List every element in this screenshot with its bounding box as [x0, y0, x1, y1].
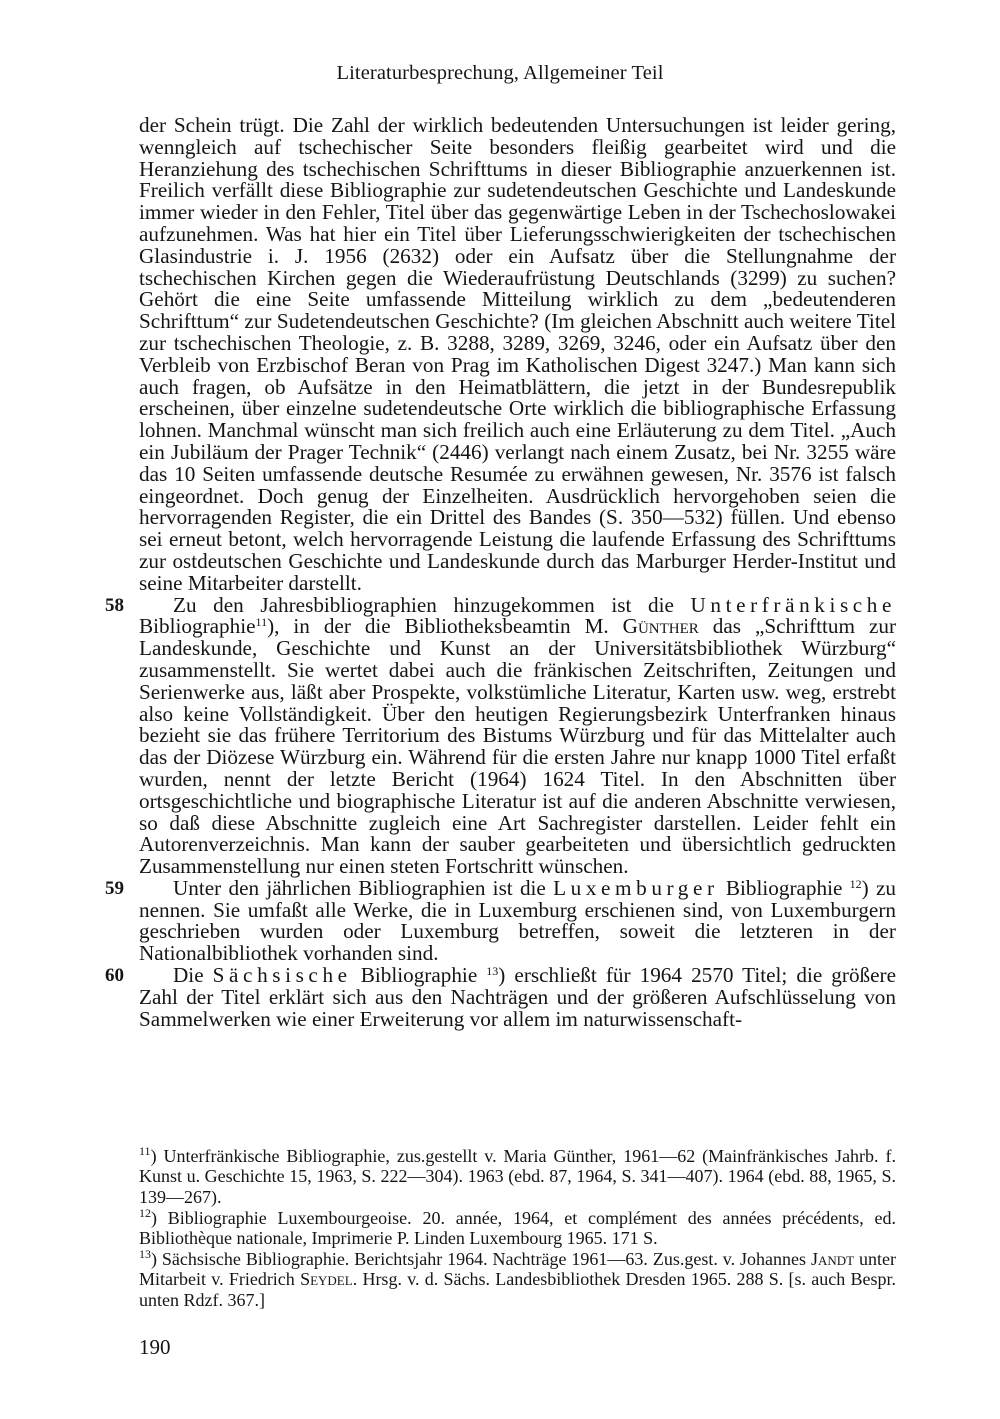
paragraph-number: 58 — [105, 594, 124, 616]
spaced-title: Sächsische — [212, 963, 352, 988]
paragraph-lead: Zu den Jahresbibliographien hinzugekommen ist die — [173, 592, 691, 617]
footnote-text: ) Bibliographie Luxembourgeoise. 20. année, 1964, et complément des années précédents, ed. Bibliothèque nationale, Imprimerie P. Linden Luxembourg 1965. 171 S. — [139, 1207, 896, 1249]
footnote-text: . Hrsg. v. d. Sächs. Landesbibliothek Dresden 1965. 288 S. [s. auch Bespr. unten Rdzf. 367.] — [139, 1269, 896, 1310]
paragraph-lead: Unter den jährlichen Bibliographien ist die — [173, 875, 554, 900]
paragraph-text: das „Schrifttum zur Landeskunde, Geschichte und Kunst an der Universitätsbibliothek Würzburg“ zusammenstellt. Sie wertet dabei auch die fränkischen Zeitschriften, Zeitungen und Serienwerke aus, läßt aber Prospekte, volkstümliche Literatur, Karten usw. weg, erstrebt also keine Vollständigkeit. Über den heutigen Regierungsbezirk Unterfranken hinaus bezieht sie das frühere Territorium des Bistums Würzburg und für das Mittelalter auch das der Diözese Würzburg ein. Während für die ersten Jahre nur knapp 1000 Titel erfaßt wurden, nennt der letzte Bericht (1964) 1624 Titel. In den Abschnitten über ortsgeschichtliche und biographische Literatur ist auf die anderen Abschnitte verwiesen, so daß diese Abschnitte zugleich eine Art Sachregister darstellen. Leider fehlt ein Autorenverzeichnis. Man kann der sauber gearbeiteten und übersichtlich gedruckten Zusammenstellung nur einen steten Fortschritt wünschen. — [139, 614, 897, 879]
footnote-ref[interactable]: 12 — [849, 876, 862, 891]
footnote-text: unter Mitarbeit v. Friedrich — [139, 1249, 896, 1290]
paragraph-number: 59 — [105, 877, 124, 899]
paragraph-text: Bibliographie — [718, 875, 850, 900]
footnote-text: ) Sächsische Bibliographie. Berichtsjahr 1964. Nachträge 1961—63. Zus.gest. v. Johannes — [151, 1249, 811, 1270]
paragraph-number: 60 — [105, 965, 124, 987]
running-head: Literaturbesprechung, Allgemeiner Teil — [336, 62, 664, 84]
paragraph-lead: Die — [173, 963, 213, 988]
footnote-ref[interactable]: 13 — [486, 964, 499, 979]
footnote-mark: 11 — [139, 1144, 151, 1158]
footnote-mark: 13 — [139, 1247, 151, 1262]
spaced-title: Unterfränkische — [690, 592, 896, 617]
paragraph-text: ) erschließt für 1964 2570 Titel; die größere Zahl der Titel erklärt sich aus den Nachträgen und der größeren Aufschlüsselung von Sammelwerken wie einer Erweiterung vor allem im naturwissenschaft- — [139, 963, 896, 1031]
author-name: Jandt — [810, 1249, 855, 1270]
footnote-12 — [139, 1205, 896, 1249]
paragraph-text: Bibliographie — [351, 963, 487, 988]
paragraph-60 — [105, 963, 896, 1031]
author-name: Günther — [622, 614, 699, 639]
paragraph-58 — [105, 592, 897, 879]
spaced-title: Luxemburger — [553, 875, 719, 900]
page-number: 190 — [139, 1335, 171, 1359]
footnotes — [139, 1146, 896, 1311]
author-name: Seydel — [300, 1269, 353, 1290]
footnote-11 — [139, 1146, 896, 1207]
paragraph-text: ), in der die Bibliotheksbeamtin M. — [267, 614, 623, 639]
paragraph-59 — [105, 875, 896, 966]
footnote-ref[interactable]: 11 — [255, 615, 268, 630]
footnote-mark: 12 — [139, 1205, 151, 1220]
footnote-13 — [139, 1249, 896, 1310]
intro-paragraph: der Schein trügt. Die Zahl der wirklich bedeutenden Untersuchungen ist leider gering, wenngleich auf tschechischer Seite besonders fleißig gearbeitet wird und die Heranziehung des tschechischen Schrifttums in dieser Bibliographie anzuerkennen ist. Freilich verfällt diese Bibliographie zur sudetendeutschen Geschichte und Landeskunde immer wieder in den Fehler, Titel über das gegenwärtige Leben in der Tschechoslowakei aufzunehmen. Was hat hier ein Titel über Lieferungsschwierigkeiten der tschechischen Glasindustrie i. J. 1956 (2632) oder ein Aufsatz über die Stellungnahme der tschechischen Kirchen gegen die Wiederaufrüstung Deutschlands (3299) zu suchen? Gehört die eine Seite umfassende Mitteilung wirklich zu dem „bedeutenderen Schrifttum“ zur Sudetendeutschen Geschichte? (Im gleichen Abschnitt auch weitere Titel zur tschechischen Theologie, z. B. 3288, 3289, 3269, 3246, oder ein Aufsatz über den Verbleib von Erzbischof Beran von Prag im Katholischen Digest 3247.) Man kann sich auch fragen, ob Aufsätze in den Heimatblättern, die jetzt in der Bundesrepublik erscheinen, über einzelne sudetendeutsche Orte wirklich die bibliographische Erfassung lohnen. Manchmal wünscht man sich freilich auch eine Erläuterung zu dem Titel. „Auch ein Jubiläum der Prager Technik“ (2446) verlangt nach einem Zusatz, bei Nr. 3255 wäre das 10 Seiten umfassende deutsche Resumée zu erwähnen gewesen, Nr. 3576 ist falsch eingeordnet. Doch genug der Einzelheiten. Ausdrücklich hervorgehoben seien die hervorragenden Register, die ein Drittel des Bandes (S. 350—532) füllen. Und ebenso sei erneut betont, welch hervorragende Leistung die laufende Erfassung des Schrifttums zur ostdeutschen Geschichte und Landeskunde durch das Marburger Herder-Institut und seine Mitarbeiter darstellt. — [139, 113, 896, 595]
paragraph-text: Bibliographie — [139, 614, 256, 639]
main-text — [105, 113, 897, 1031]
paragraph-text: ) zu nennen. Sie umfaßt alle Werke, die in Luxemburg erschienen sind, von Luxemburgern geschrieben wurden oder Luxemburg betreffen, soweit die letzteren in der Nationalbibliothek vorhanden sind. — [139, 875, 896, 966]
footnote-text: ) Unterfränkische Bibliographie, zus.gestellt v. Maria Günther, 1961—62 (Mainfränkisches Jahrb. f. Kunst u. Geschichte 15, 1963, S. 222—304). 1963 (ebd. 87, 1964, S. 341—407). 1964 (ebd. 88, 1965, S. 139—267). — [139, 1146, 896, 1207]
